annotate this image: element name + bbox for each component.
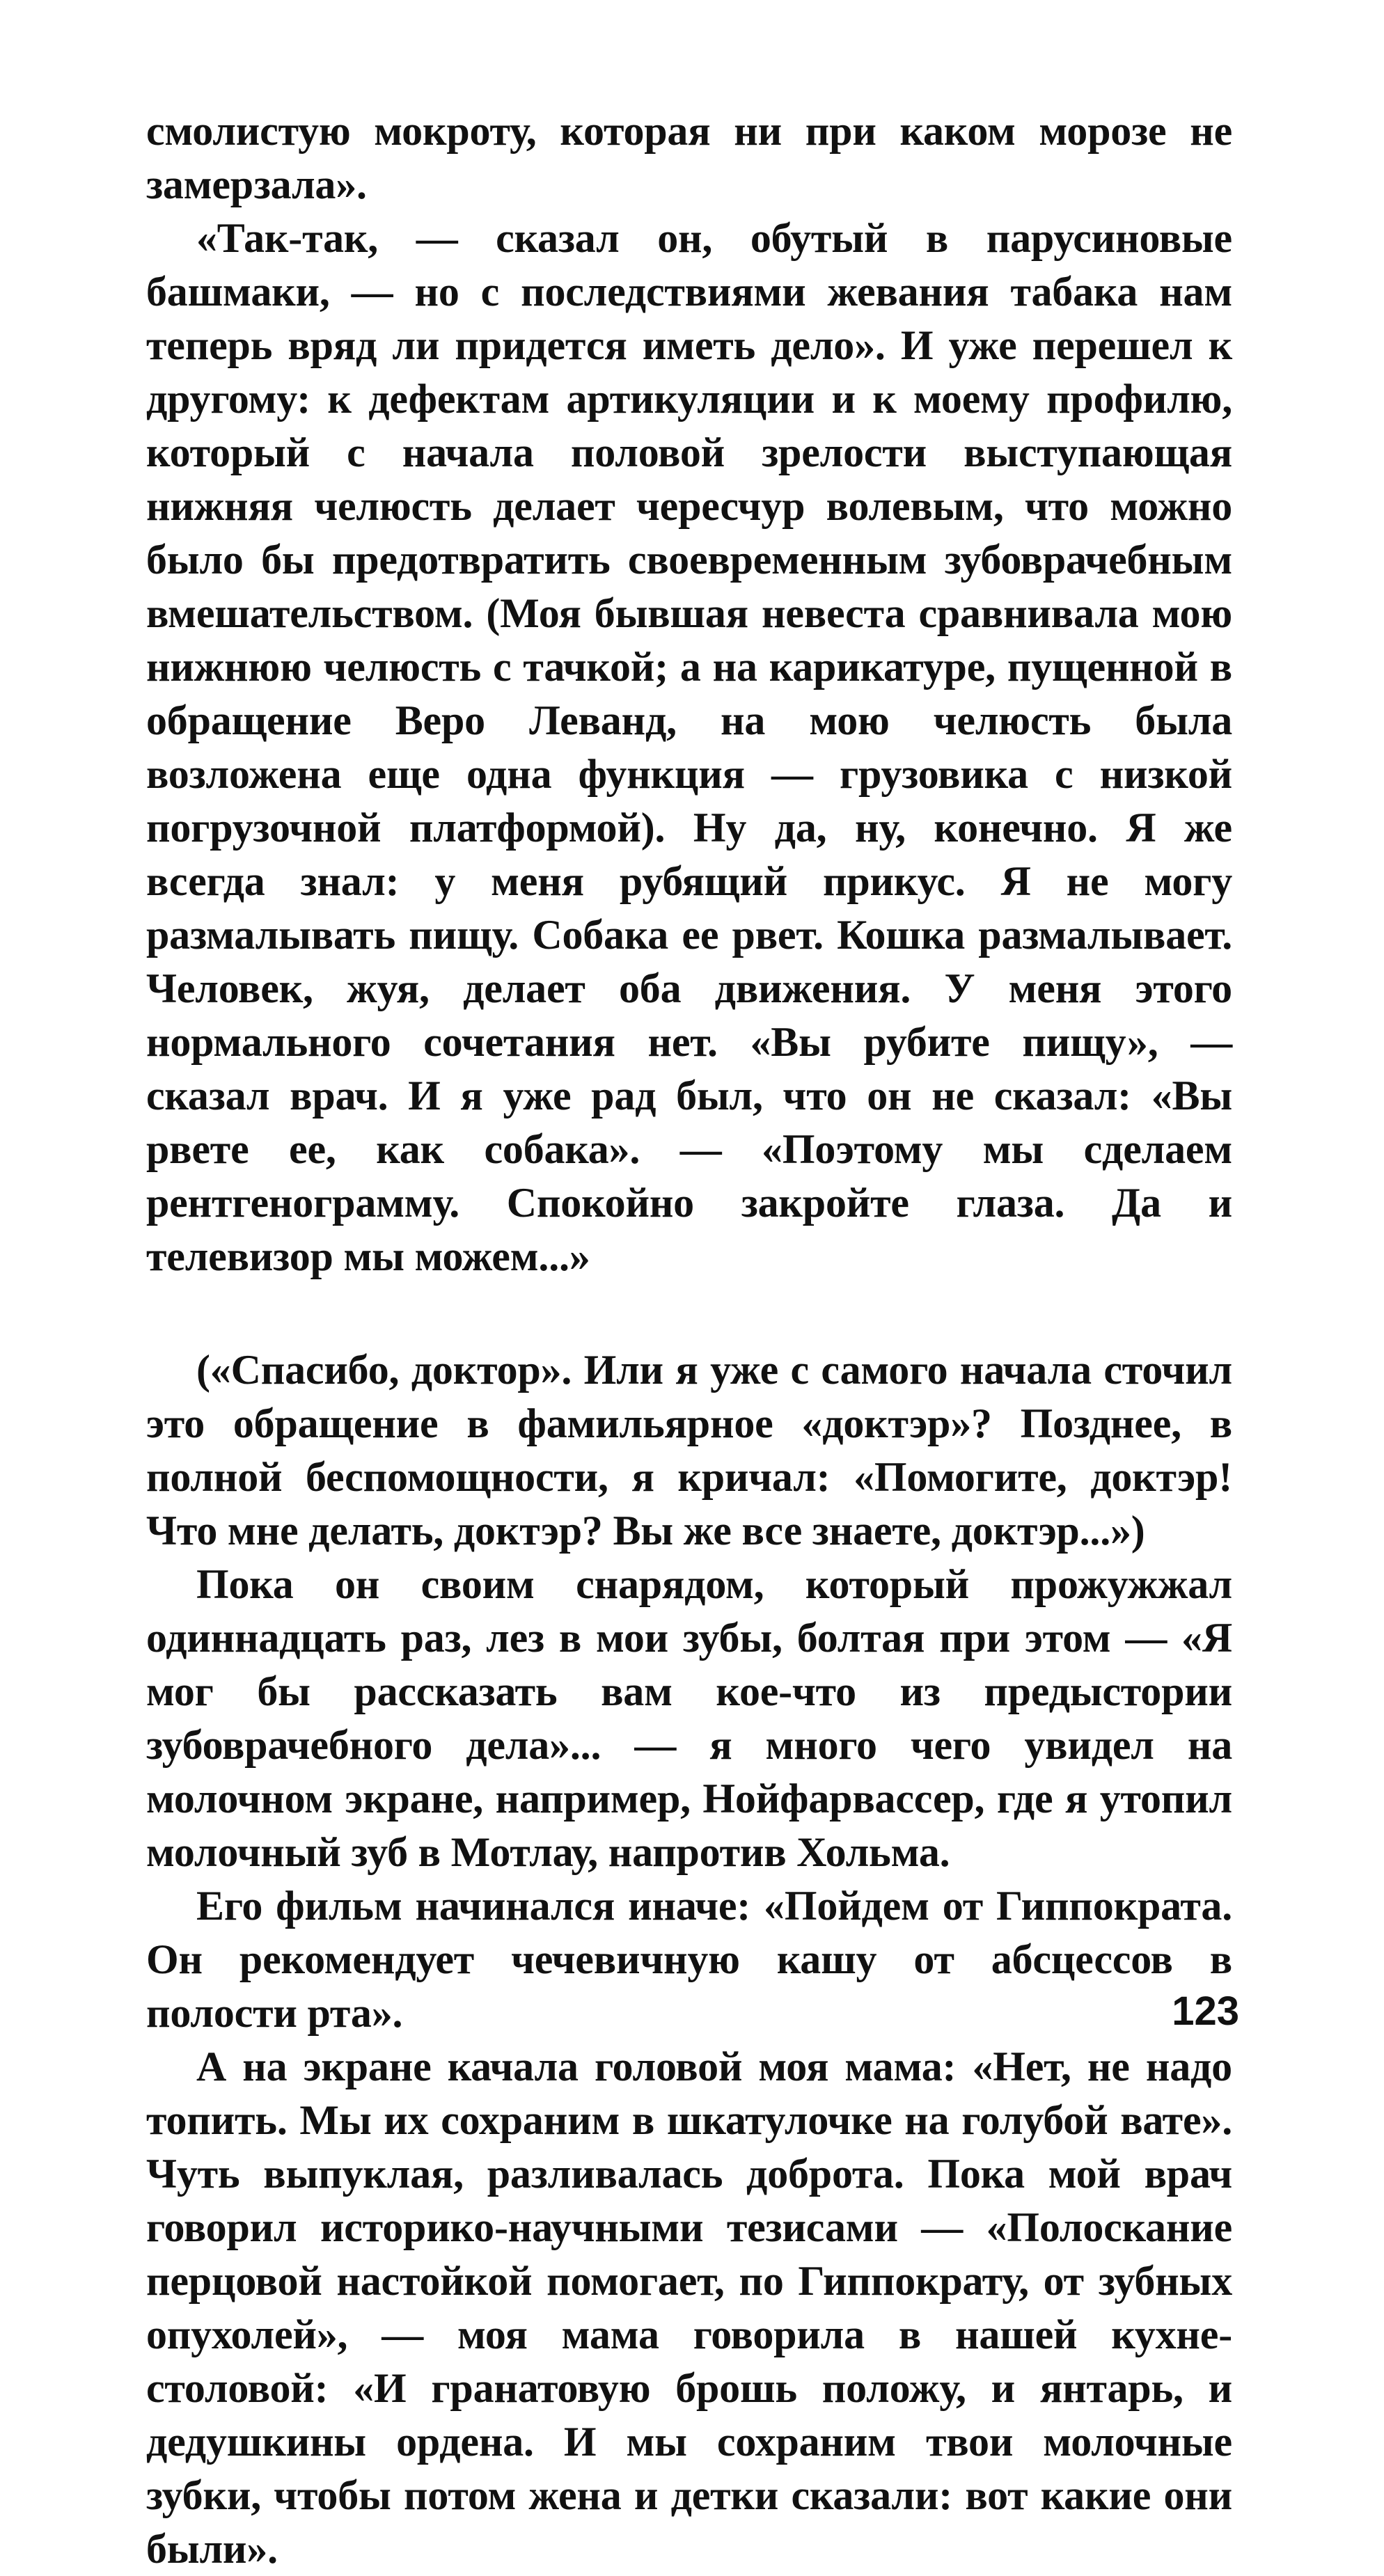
paragraph: Пока он своим снарядом, который прожужжал одиннадцать раз, лез в мои зубы, болтая при этом — «Я мог бы рассказать вам кое-что из предыстории зубоврачебного дела»... — я много чего увидел на молочном экране, например, Нойфарвассер, где я утопил молочный зуб в Мотлау, напротив Хольма.	[146, 1561, 1232, 1875]
paragraph: Его фильм начинался иначе: «Пойдем от Гиппократа. Он рекомендует чечевичную кашу от абсцессов в полости рта».	[146, 1883, 1232, 2036]
paragraph: смолистую мокроту, которая ни при каком морозе не замерзала».	[146, 108, 1232, 207]
text-section-bottom	[146, 1343, 1232, 2576]
text-section-top	[146, 104, 1232, 1283]
paragraph: «Так-так, — сказал он, обутый в парусиновые башмаки, — но с последствиями жевания табака нам теперь вряд ли придется иметь дело». И уже перешел к другому: к дефектам артикуляции и к моему профилю, который с начала половой зрелости выступающая нижняя челюсть делает чересчур волевым, что можно было бы предотвратить своевременным зубоврачебным вмешательством. (Моя бывшая невеста сравнивала мою нижнюю челюсть с тачкой; а на карикатуре, пущенной в обращение Веро Леванд, на мою челюсть была возложена еще одна функция — грузовика с низкой погрузочной платформой). Ну да, ну, конечно. Я же всегда знал: у меня рубящий прикус. Я не могу размалывать пищу. Собака ее рвет. Кошка размалывает. Человек, жуя, делает оба движения. У меня этого нормального сочетания нет. «Вы рубите пищу», — сказал врач. И я уже рад был, что он не сказал: «Вы рвете ее, как собака». — «Поэтому мы сделаем рентгенограмму. Спокойно закройте глаза. Да и телевизор мы можем...»	[146, 215, 1232, 1279]
book-page	[146, 104, 1232, 2576]
paragraph: А на экране качала головой моя мама: «Нет, не надо топить. Мы их сохраним в шкатулочке на голубой вате». Чуть выпуклая, разливалась доброта. Пока мой врач говорил историко-научными тезисами — «Полоскание перцовой настойкой помогает, по Гиппократу, от зубных опухолей», — моя мама говорила в нашей кухне-столовой: «И гранатовую брошь положу, и янтарь, и дедушкины ордена. И мы сохраним твои молочные зубки, чтобы потом жена и детки сказали: вот какие они были».	[146, 2044, 1232, 2572]
page-number: 123	[1172, 1989, 1239, 2034]
paragraph: («Спасибо, доктор». Или я уже с самого начала сточил это обращение в фамильярное «доктэр»? Позднее, в полной беспомощности, я кричал: «Помогите, доктэр! Что мне делать, доктэр? Вы же все знаете, доктэр...»)	[146, 1347, 1232, 1554]
section-gap	[146, 1283, 1232, 1343]
